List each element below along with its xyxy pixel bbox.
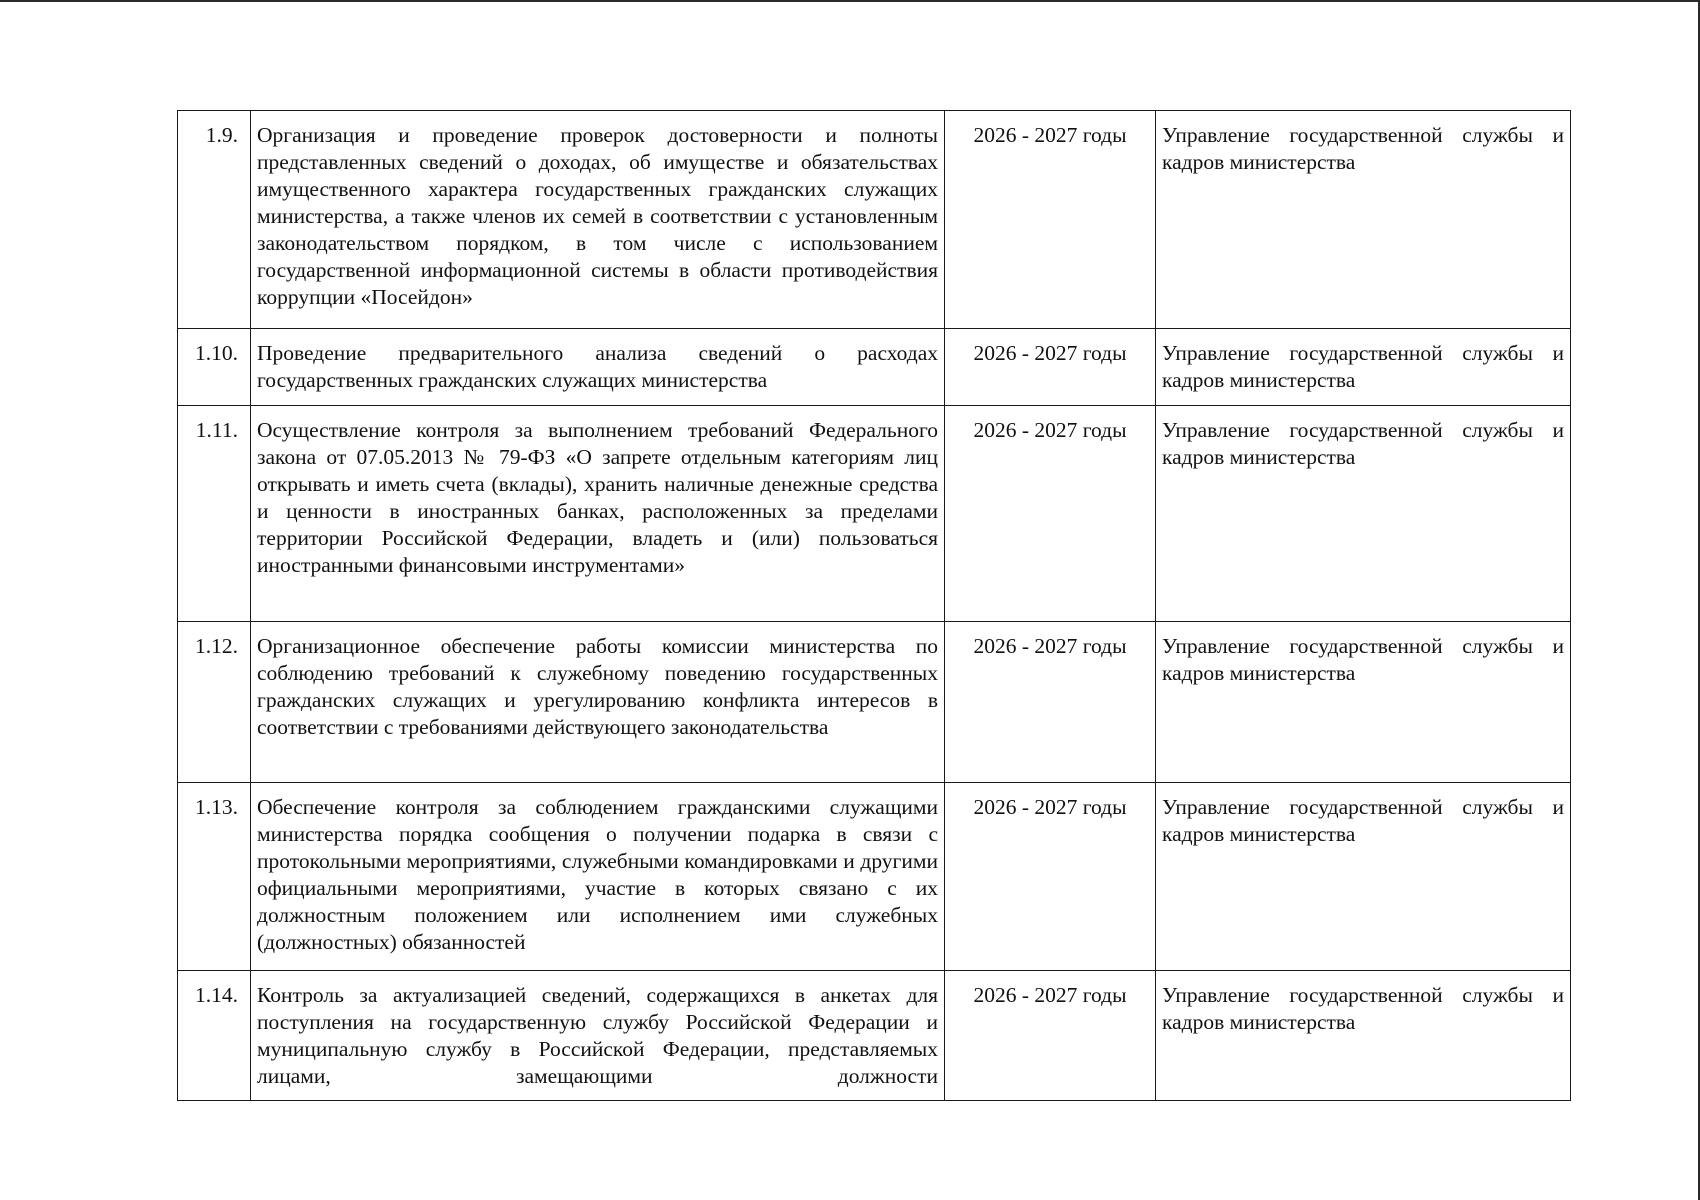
item-responsible: Управление государственной службы и кадров министерства	[1156, 406, 1571, 622]
item-term: 2026 - 2027 годы	[945, 783, 1156, 971]
table-row	[178, 329, 1571, 406]
table-row	[178, 406, 1571, 622]
item-term: 2026 - 2027 годы	[945, 622, 1156, 783]
item-description: Проведение предварительного анализа сведений о расходах государственных гражданских служащих министерства	[251, 329, 945, 406]
item-term: 2026 - 2027 годы	[945, 111, 1156, 329]
table-row	[178, 111, 1571, 329]
item-number: 1.11.	[178, 406, 251, 622]
item-number: 1.10.	[178, 329, 251, 406]
item-responsible: Управление государственной службы и кадров министерства	[1156, 329, 1571, 406]
item-term: 2026 - 2027 годы	[945, 329, 1156, 406]
measures-table	[177, 110, 1571, 1101]
item-responsible: Управление государственной службы и кадров министерства	[1156, 783, 1571, 971]
item-number: 1.12.	[178, 622, 251, 783]
item-number: 1.14.	[178, 971, 251, 1101]
item-responsible: Управление государственной службы и кадров министерства	[1156, 971, 1571, 1101]
item-term: 2026 - 2027 годы	[945, 971, 1156, 1101]
table-row	[178, 622, 1571, 783]
item-description: Контроль за актуализацией сведений, содержащихся в анкетах для поступления на государственную службу Российской Федерации и муниципальную службу в Российской Федерации, представляемых лицами, замещающими должности	[251, 971, 945, 1101]
item-term: 2026 - 2027 годы	[945, 406, 1156, 622]
item-description: Организационное обеспечение работы комиссии министерства по соблюдению требований к служебному поведению государственных гражданских служащих и урегулированию конфликта интересов в соответствии с требованиями действующего законодательства	[251, 622, 945, 783]
item-description: Организация и проведение проверок достоверности и полноты представленных сведений о доходах, об имуществе и обязательствах имущественного характера государственных гражданских служащих министерства, а также членов их семей в соответствии с установленным законодательством порядком, в том числе с использованием государственной информационной системы в области противодействия коррупции «Посейдон»	[251, 111, 945, 329]
item-responsible: Управление государственной службы и кадров министерства	[1156, 622, 1571, 783]
page-top-edge	[0, 0, 1700, 2]
item-description: Обеспечение контроля за соблюдением гражданскими служащими министерства порядка сообщения о получении подарка в связи с протокольными мероприятиями, служебными командировками и другими официальными мероприятиями, участие в которых связано с их должностным положением или исполнением ими служебных (должностных) обязанностей	[251, 783, 945, 971]
table-row	[178, 971, 1571, 1101]
item-number: 1.13.	[178, 783, 251, 971]
item-description: Осуществление контроля за выполнением требований Федерального закона от 07.05.2013 № 79-ФЗ «О запрете отдельным категориям лиц открывать и иметь счета (вклады), хранить наличные денежные средства и ценности в иностранных банках, расположенных за пределами территории Российской Федерации, владеть и (или) пользоваться иностранными финансовыми инструментами»	[251, 406, 945, 622]
item-number: 1.9.	[178, 111, 251, 329]
item-responsible: Управление государственной службы и кадров министерства	[1156, 111, 1571, 329]
table-row	[178, 783, 1571, 971]
